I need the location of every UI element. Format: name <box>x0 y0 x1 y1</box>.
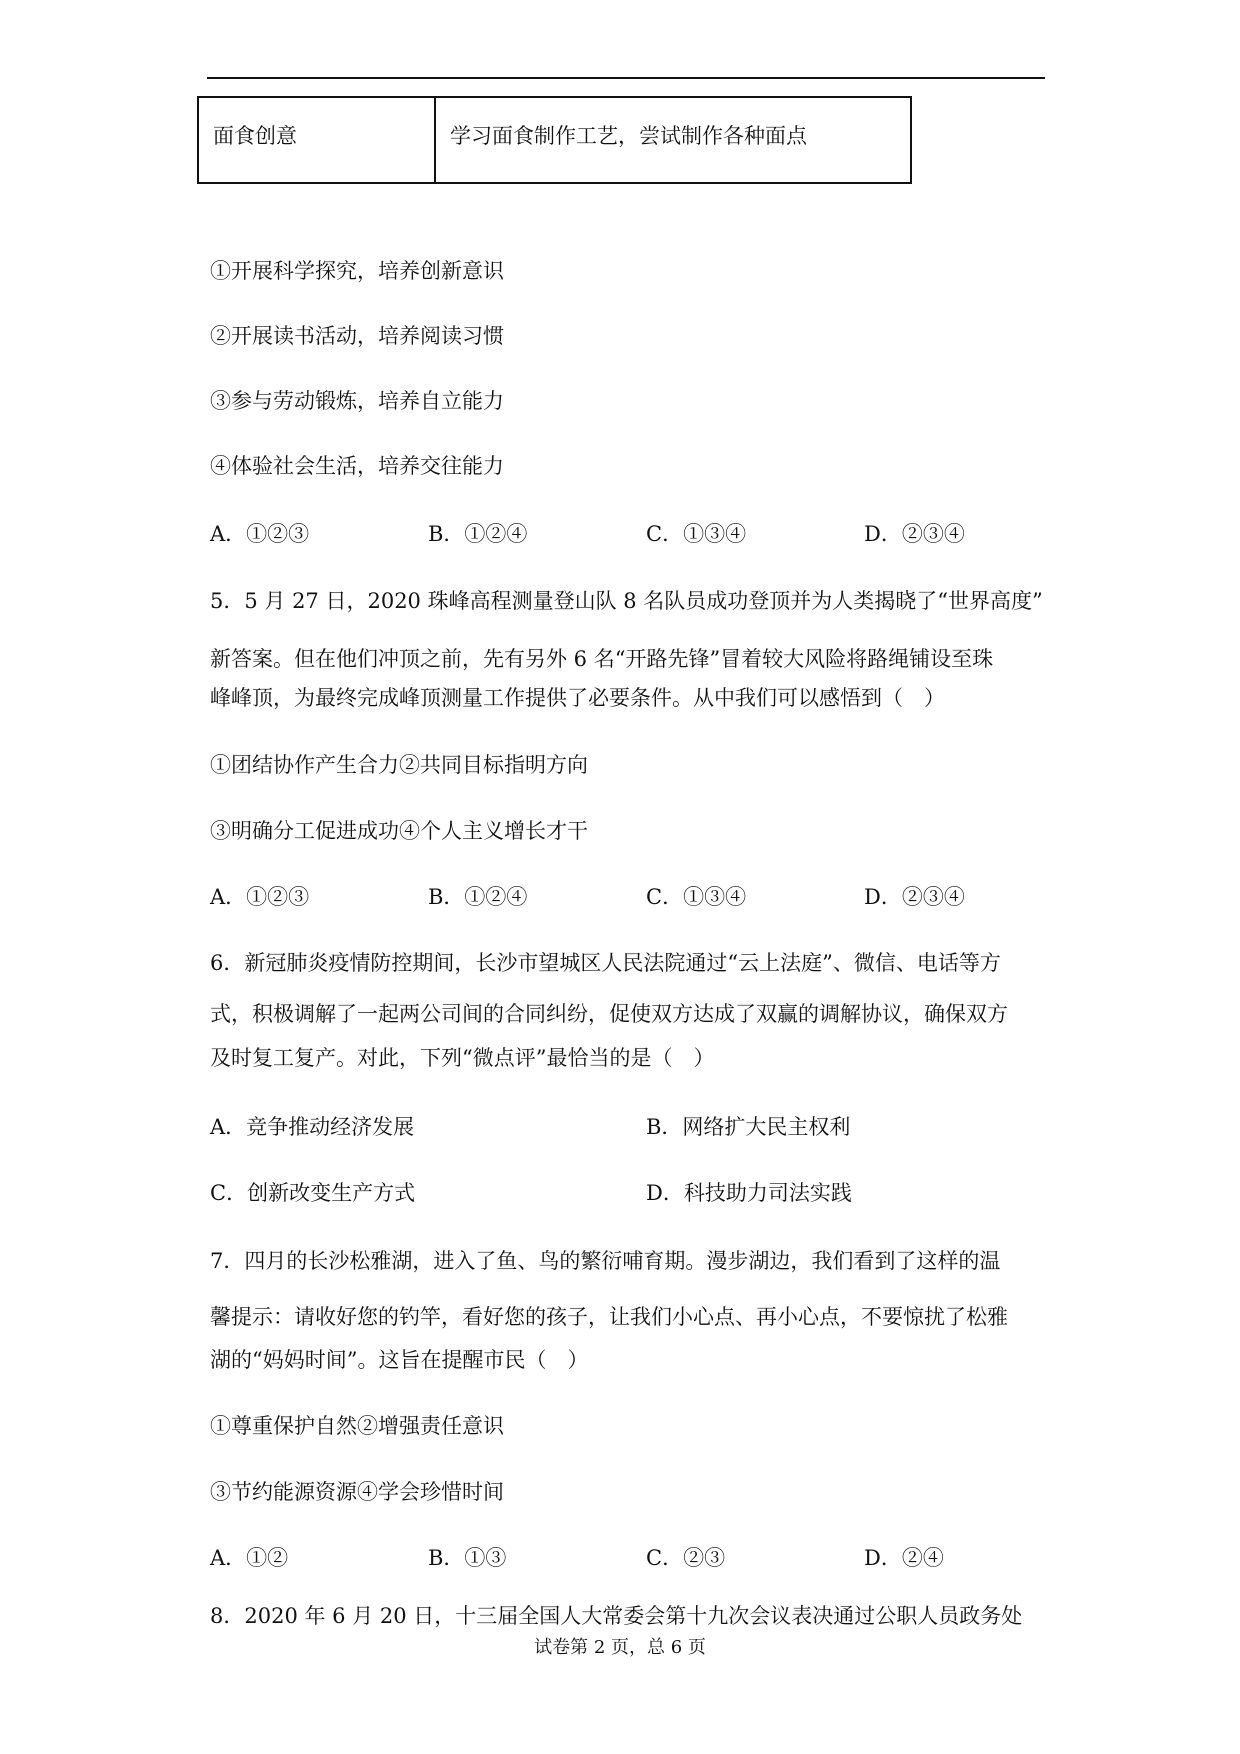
q5-stem-line-1: 5．5 月 27 日，2020 珠峰高程测量登山队 8 名队员成功登顶并为人类揭晓了“世界高度” <box>210 589 1043 613</box>
q7-stem-line-2: 馨提示：请收好您的钓竿，看好您的孩子，让我们小心点、再小心点，不要惊扰了松雅 <box>210 1305 1008 1329</box>
q6-option-a[interactable]: A．竞争推动经济发展 <box>210 1115 415 1139</box>
q4-item-2: ②开展读书活动，培养阅读习惯 <box>210 324 504 348</box>
q6-stem-line-1: 6．新冠肺炎疫情防控期间，长沙市望城区人民法院通过“云上法庭”、微信、电话等方 <box>210 951 1001 975</box>
activity-table <box>197 96 912 184</box>
q7-option-a[interactable]: A．①② <box>210 1546 289 1570</box>
q5-option-a[interactable]: A．①②③ <box>210 885 310 909</box>
header-rule <box>207 77 1045 79</box>
table-cell-name: 面食创意 <box>198 97 435 183</box>
q6-stem-line-3: 及时复工复产。对此，下列“微点评”最恰当的是（ ） <box>210 1046 715 1070</box>
q4-option-b[interactable]: B．①②④ <box>428 522 528 546</box>
q5-option-d[interactable]: D．②③④ <box>864 885 965 909</box>
table-row <box>198 97 911 183</box>
q5-option-c[interactable]: C．①③④ <box>646 885 747 909</box>
q4-item-4: ④体验社会生活，培养交往能力 <box>210 454 504 478</box>
q5-stem-line-2: 新答案。但在他们冲顶之前，先有另外 6 名“开路先锋”冒着较大风险将路绳铺设至珠 <box>210 647 994 671</box>
q7-item-2: ③节约能源资源④学会珍惜时间 <box>210 1480 504 1504</box>
table-cell-desc: 学习面食制作工艺，尝试制作各种面点 <box>435 97 911 183</box>
q7-option-d[interactable]: D．②④ <box>864 1546 944 1570</box>
q4-item-3: ③参与劳动锻炼，培养自立能力 <box>210 389 504 413</box>
q7-option-b[interactable]: B．①③ <box>428 1546 507 1570</box>
q4-item-1: ①开展科学探究，培养创新意识 <box>210 259 504 283</box>
q7-item-1: ①尊重保护自然②增强责任意识 <box>210 1414 504 1438</box>
q5-option-b[interactable]: B．①②④ <box>428 885 528 909</box>
q4-option-a[interactable]: A．①②③ <box>210 522 310 546</box>
q4-option-c[interactable]: C．①③④ <box>646 522 747 546</box>
q5-item-2: ③明确分工促进成功④个人主义增长才干 <box>210 819 588 843</box>
q5-item-1: ①团结协作产生合力②共同目标指明方向 <box>210 753 588 777</box>
page-footer: 试卷第 2 页，总 6 页 <box>534 1637 706 1658</box>
q8-stem-line-1: 8．2020 年 6 月 20 日，十三届全国人大常委会第十九次会议表决通过公职人员政务处 <box>210 1604 1023 1628</box>
q5-stem-line-3: 峰峰顶，为最终完成峰顶测量工作提供了必要条件。从中我们可以感悟到（ ） <box>210 686 945 710</box>
q4-option-d[interactable]: D．②③④ <box>864 522 965 546</box>
q6-option-b[interactable]: B．网络扩大民主权利 <box>646 1115 851 1139</box>
q6-option-d[interactable]: D．科技助力司法实践 <box>646 1181 852 1205</box>
q7-stem-line-3: 湖的“妈妈时间”。这旨在提醒市民（ ） <box>210 1348 589 1372</box>
q7-stem-line-1: 7．四月的长沙松雅湖，进入了鱼、鸟的繁衍哺育期。漫步湖边，我们看到了这样的温 <box>210 1249 1001 1273</box>
q6-option-c[interactable]: C．创新改变生产方式 <box>210 1181 416 1205</box>
q6-stem-line-2: 式，积极调解了一起两公司间的合同纠纷，促使双方达成了双赢的调解协议，确保双方 <box>210 1002 1008 1026</box>
q7-option-c[interactable]: C．②③ <box>646 1546 726 1570</box>
